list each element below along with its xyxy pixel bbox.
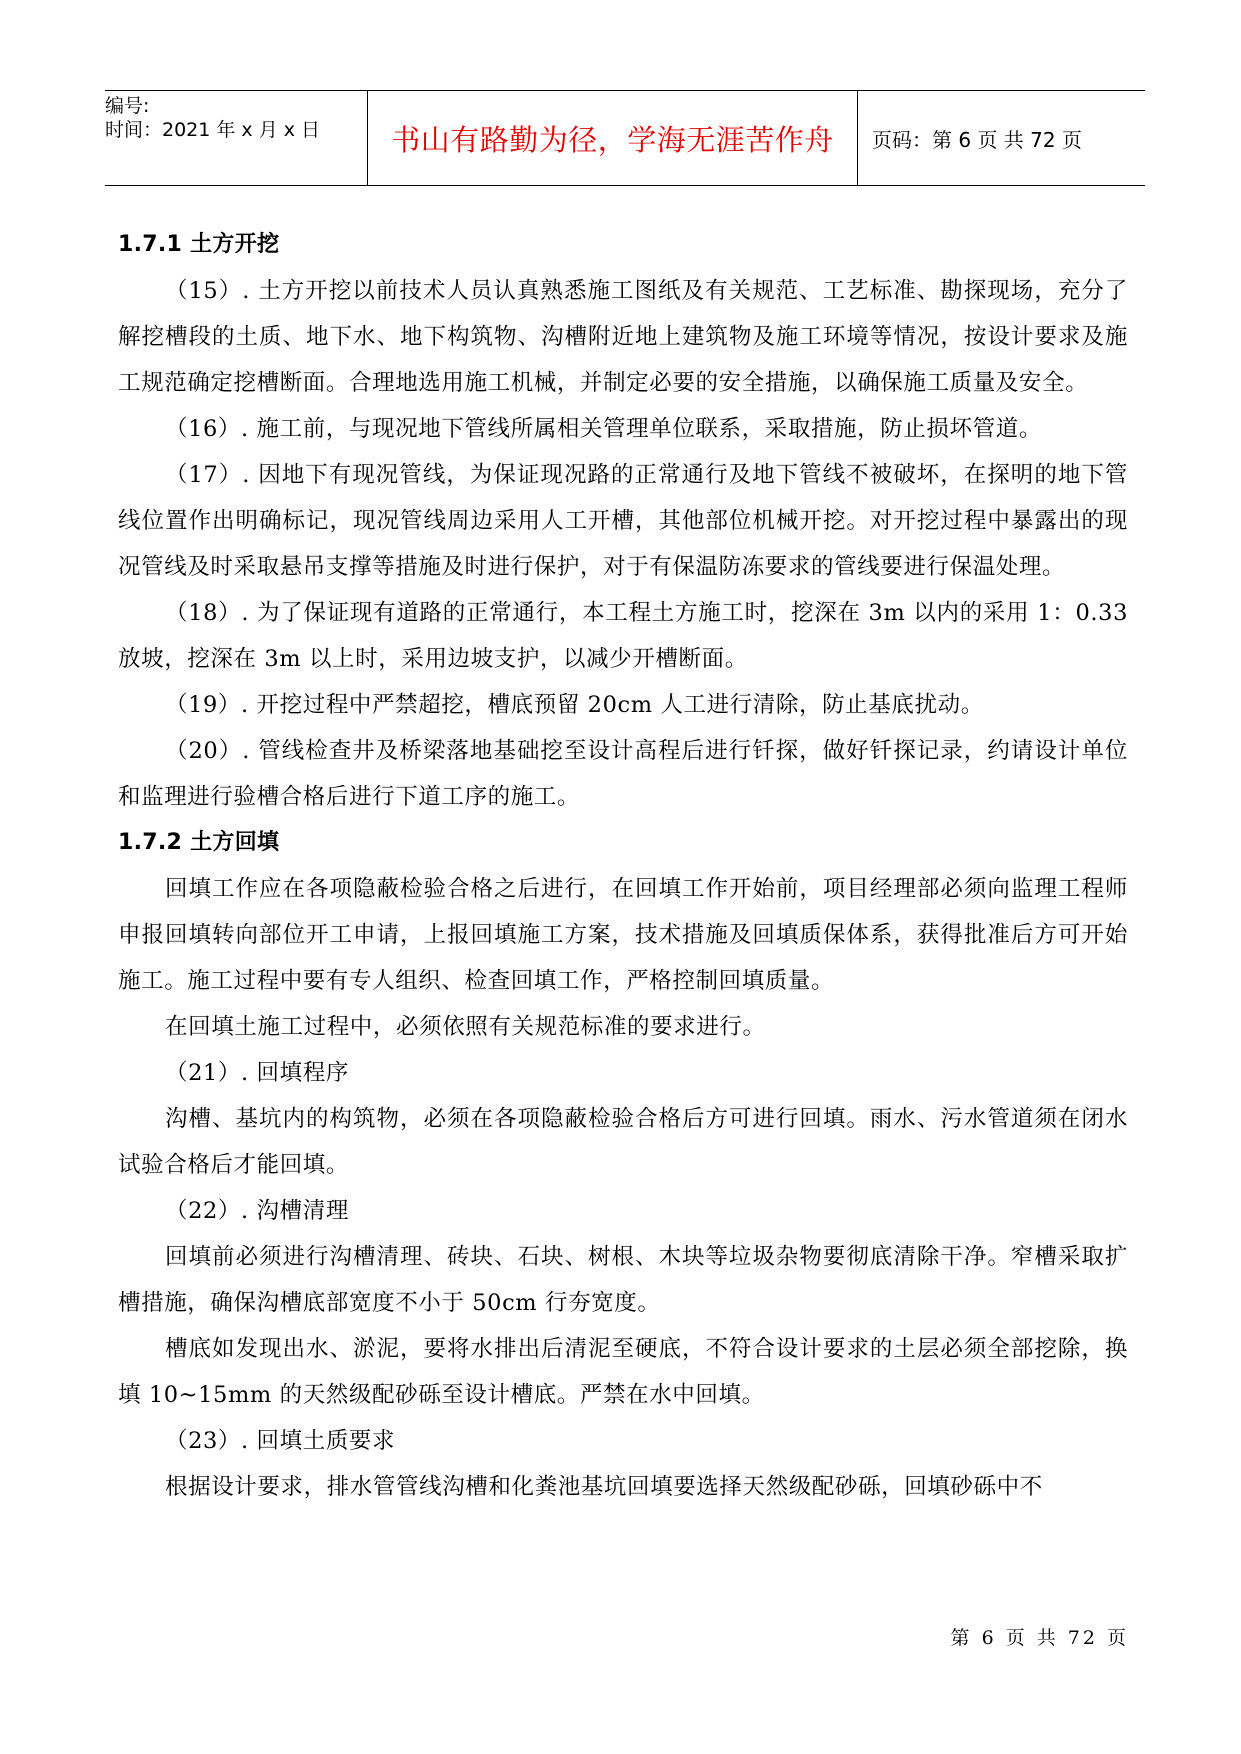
paragraph: 槽底如发现出水、淤泥，要将水排出后清泥至硬底，不符合设计要求的土层必须全部挖除，换填 10~15mm 的天然级配砂砾至设计槽底。严禁在水中回填。 [118,1336,1128,1408]
paragraph: （17）. 因地下有现况管线，为保证现况路的正常通行及地下管线不被破坏，在探明的地下管线位置作出明确标记，现况管线周边采用人工开槽，其他部位机械开挖。对开挖过程中暴露出的现况管线及时采取悬吊支撑等措施及时进行保护，对于有保温防冻要求的管线要进行保温处理。 [118,462,1128,580]
paragraph: 根据设计要求，排水管管线沟槽和化粪池基坑回填要选择天然级配砂砾，回填砂砾中不 [165,1474,1043,1500]
header-motto: 书山有路勤为径，学海无涯苦作舟 [368,91,858,185]
paragraph: 沟槽、基坑内的构筑物，必须在各项隐蔽检验合格后方可进行回填。雨水、污水管道须在闭水试验合格后才能回填。 [118,1106,1128,1178]
paragraph: （15）. 土方开挖以前技术人员认真熟悉施工图纸及有关规范、工艺标准、勘探现场，充分了解挖槽段的土质、地下水、地下构筑物、沟槽附近地上建筑物及施工环境等情况，按设计要求及施工规范确定挖槽断面。合理地选用施工机械，并制定必要的安全措施，以确保施工质量及安全。 [118,278,1128,396]
subheading: （21）. 回填程序 [165,1060,349,1086]
paragraph: （16）. 施工前，与现况地下管线所属相关管理单位联系，采取措施，防止损坏管道。 [165,416,1042,442]
paragraph: （20）. 管线检查井及桥梁落地基础挖至设计高程后进行钎探，做好钎探记录，约请设计单位和监理进行验槽合格后进行下道工序的施工。 [118,738,1128,810]
page-footer: 第 6 页 共 72 页 [950,1627,1129,1649]
document-body [118,222,1128,1510]
subheading: （22）. 沟槽清理 [165,1198,349,1224]
document-number-label: 编号: [105,95,150,117]
section-heading-earth-excavation: 1.7.1 土方开挖 [118,232,280,257]
paragraph: 回填工作应在各项隐蔽检验合格之后进行，在回填工作开始前，项目经理部必须向监理工程师申报回填转向部位开工申请，上报回填施工方案，技术措施及回填质保体系，获得批准后方可开始施工。施工过程中要有专人组织、检查回填工作，严格控制回填质量。 [118,876,1128,994]
paragraph: （19）. 开挖过程中严禁超挖，槽底预留 20cm 人工进行清除，防止基底扰动。 [165,692,984,718]
header-meta [105,91,368,185]
subheading: （23）. 回填土质要求 [165,1428,396,1454]
paragraph: 在回填土施工过程中，必须依照有关规范标准的要求进行。 [165,1014,766,1040]
paragraph: 回填前必须进行沟槽清理、砖块、石块、树根、木块等垃圾杂物要彻底清除干净。窄槽采取扩槽措施，确保沟槽底部宽度不小于 50cm 行夯宽度。 [118,1244,1128,1316]
header-page-info: 页码：第 6 页 共 72 页 [872,127,1082,152]
section-heading-earth-backfill: 1.7.2 土方回填 [118,830,280,855]
paragraph: （18）. 为了保证现有道路的正常通行，本工程土方施工时，挖深在 3m 以内的采用 1：0.33 放坡，挖深在 3m 以上时，采用边坡支护，以减少开槽断面。 [118,600,1128,672]
document-time-label: 时间：2021 年 x 月 x 日 [105,119,321,141]
page-header [105,90,1145,186]
